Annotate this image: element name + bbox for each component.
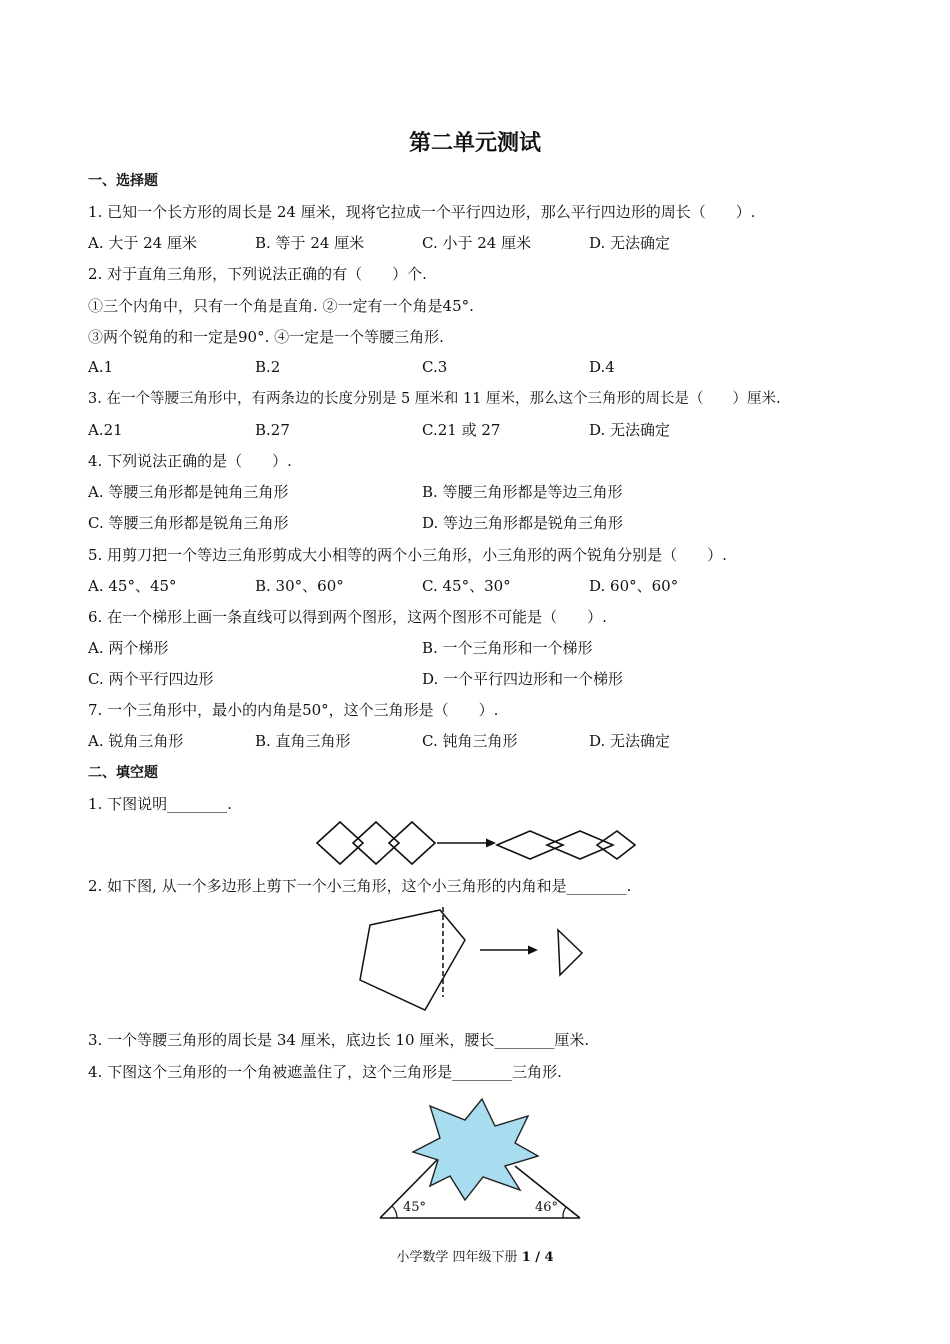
question-2-option-d: D.4 [589,358,615,376]
fill-1-stem: 1. 下图说明________. [88,795,232,813]
question-1-option-b: B. 等于 24 厘米 [255,234,365,252]
fill-3-stem: 3. 一个等腰三角形的周长是 34 厘米，底边长 10 厘米，腰长________厘米. [88,1031,590,1049]
fill-2-stem: 2. 如下图, 从一个多边形上剪下一个小三角形，这个小三角形的内角和是________. [88,877,632,895]
angle-arc-right [563,1207,566,1218]
question-1-option-d: D. 无法确定 [589,234,671,252]
question-3-option-d: D. 无法确定 [589,421,671,439]
question-2-stem: 2. 对于直角三角形，下列说法正确的有（ ）个. [88,265,427,283]
fill-4-stem: 4. 下图这个三角形的一个角被遮盖住了，这个三角形是________三角形. [88,1063,562,1081]
angle-label-right: 46° [535,1200,559,1215]
diamond-right-2 [547,831,613,859]
section-heading-fill: 二、填空题 [88,765,158,781]
question-7-option-b: B. 直角三角形 [255,732,351,750]
section-heading-choice: 一、选择题 [88,173,158,189]
question-5-option-b: B. 30°、60° [255,577,344,595]
diamond-left-1 [317,822,363,864]
pentagon-shape [360,910,465,1010]
question-1-option-c: C. 小于 24 厘米 [422,234,532,252]
arrow-head-icon [486,839,496,848]
question-2-option-c: C.3 [422,358,448,376]
question-5-option-c: C. 45°、30° [422,577,511,595]
question-4-option-d: D. 等边三角形都是锐角三角形 [422,514,624,532]
cover-burst-shape [413,1099,538,1200]
question-7-option-d: D. 无法确定 [589,732,671,750]
diamond-right-1 [497,831,563,859]
question-2-statement-1: ①三个内角中，只有一个角是直角. ②一定有一个角是45°. [88,297,474,315]
question-6-stem: 6. 在一个梯形上画一条直线可以得到两个图形，这两个图形不可能是（ ）. [88,608,607,626]
diamond-right-3 [597,831,635,859]
question-4-option-c: C. 等腰三角形都是锐角三角形 [88,514,289,532]
question-6-option-a: A. 两个梯形 [88,639,169,657]
question-2-option-b: B.2 [255,358,281,376]
question-7-option-a: A. 锐角三角形 [88,732,184,750]
page-number: 1 / 4 [521,1250,554,1265]
question-2-option-a: A.1 [88,358,114,376]
question-7-option-c: C. 钝角三角形 [422,732,518,750]
question-7-stem: 7. 一个三角形中，最小的内角是50°，这个三角形是（ ）. [88,701,499,719]
diamond-chain-figure [310,820,645,866]
question-4-stem: 4. 下列说法正确的是（ ）. [88,452,292,470]
angle-arc-left [392,1206,397,1218]
angle-label-left: 45° [403,1200,427,1215]
question-5-option-d: D. 60°、60° [589,577,679,595]
pentagon-cut-figure [355,905,590,1015]
page-title: 第二单元测试 [408,131,541,156]
question-6-option-b: B. 一个三角形和一个梯形 [422,639,593,657]
question-5-stem: 5. 用剪刀把一个等边三角形剪成大小相等的两个小三角形，小三角形的两个锐角分别是（ ）. [88,546,727,564]
footer-text: 小学数学 四年级下册 [396,1250,518,1265]
question-3-option-a: A.21 [88,421,123,439]
question-6-option-c: C. 两个平行四边形 [88,670,214,688]
question-3-stem: 3. 在一个等腰三角形中，有两条边的长度分别是 5 厘米和 11 厘米，那么这个三角形的周长是（ ）厘米. [88,391,781,407]
question-3-option-b: B.27 [255,421,290,439]
question-3-option-c: C.21 或 27 [422,421,501,439]
arrow-head-icon [528,946,538,955]
question-5-option-a: A. 45°、45° [88,577,177,595]
question-1-option-a: A. 大于 24 厘米 [88,234,197,252]
page-footer [0,1246,950,1265]
question-4-option-b: B. 等腰三角形都是等边三角形 [422,483,623,501]
cut-triangle [558,930,582,975]
covered-triangle-figure [375,1098,590,1226]
diamond-left-3 [389,822,435,864]
question-2-statement-2: ③两个锐角的和一定是90°. ④一定是一个等腰三角形. [88,328,444,346]
question-6-option-d: D. 一个平行四边形和一个梯形 [422,670,624,688]
diamond-left-2 [353,822,399,864]
question-4-option-a: A. 等腰三角形都是钝角三角形 [88,483,289,501]
question-1-stem: 1. 已知一个长方形的周长是 24 厘米，现将它拉成一个平行四边形，那么平行四边形的周长（ ）. [88,203,756,221]
